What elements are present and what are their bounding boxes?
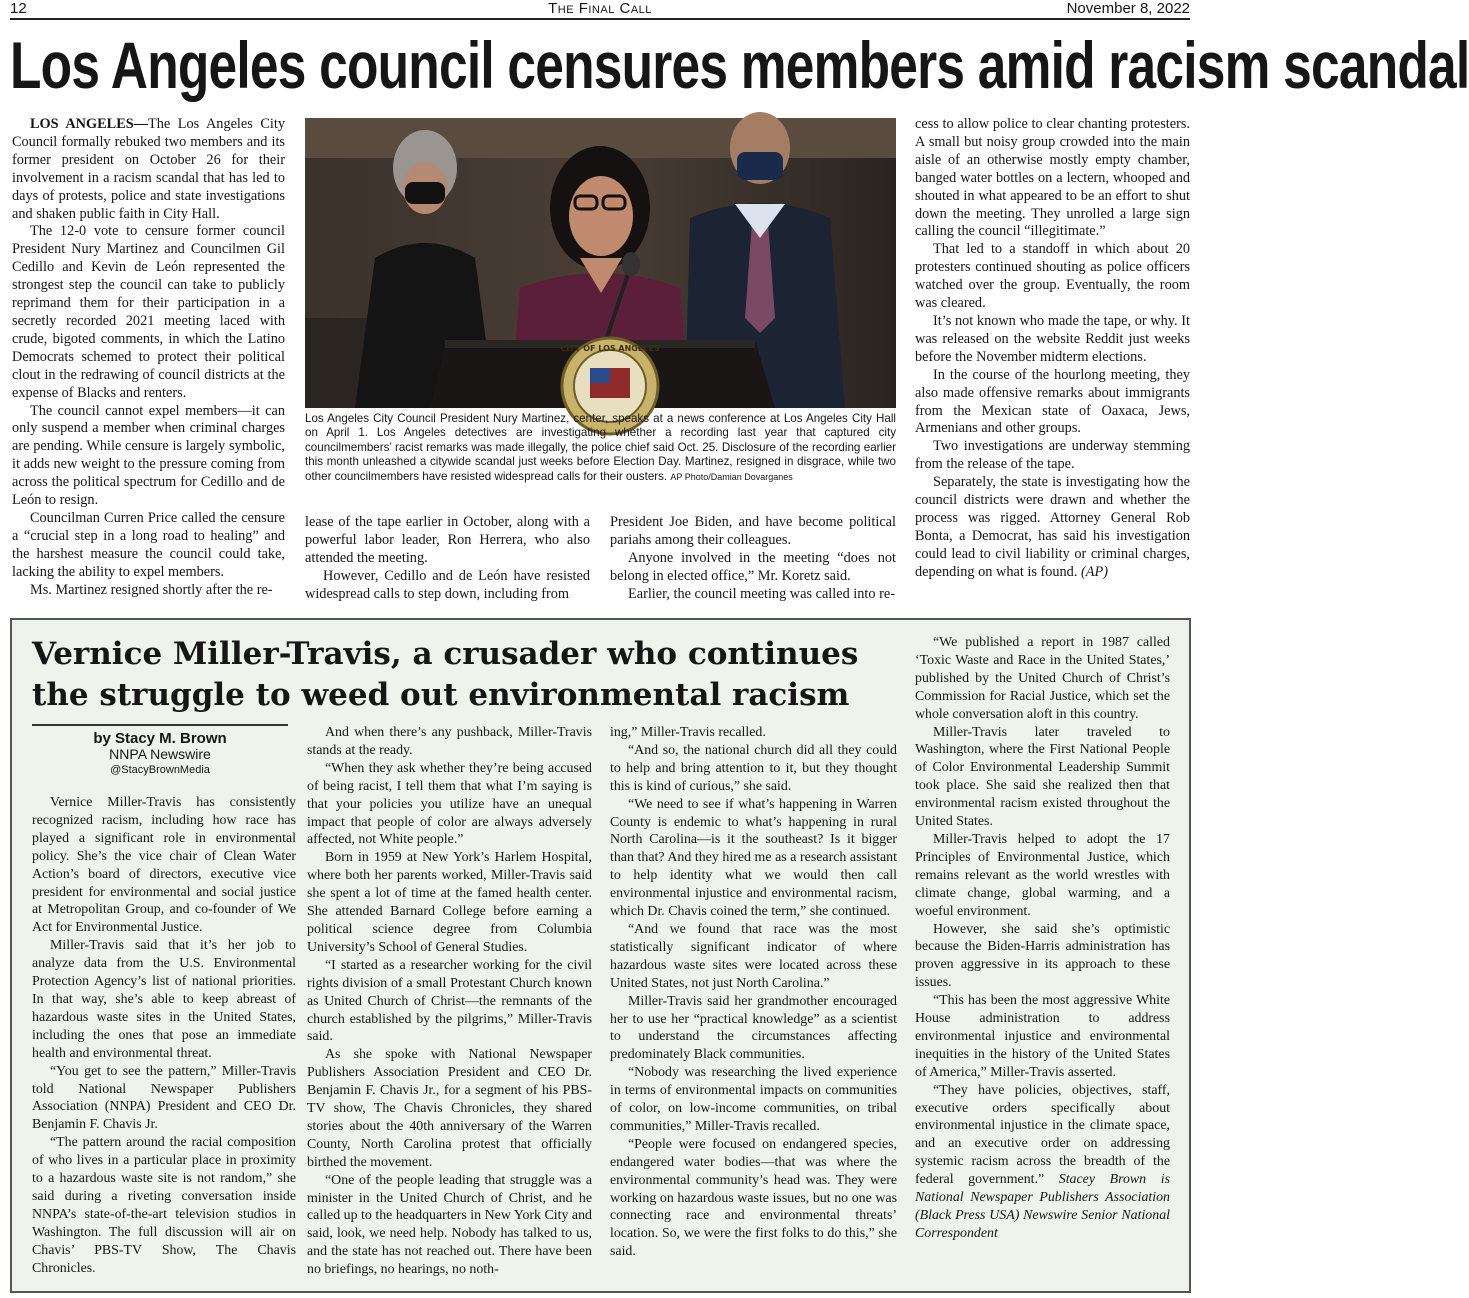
- story1-paragraph: Two investigations are underway stemming from the release of the tape.: [915, 438, 1190, 473]
- story2-paragraph: “When they ask whether they’re being accused of being racist, I tell them that what I’m saying is that your policies you utilize have an unequal impact that people of color are always adversely affected, not White people.”: [307, 760, 592, 848]
- byline-handle: @StacyBrownMedia: [110, 764, 210, 776]
- story2-paragraph: And when there’s any pushback, Miller-Travis stands at the ready.: [307, 725, 592, 758]
- story2-paragraph: “People were focused on endangered species, endangered water bodies—that was where the environmental community’s head was. They were working on hazardous waste issues, but no one was connecting race and environmental threats’ location. So, we were the first folks to do this,” she said.: [610, 1136, 897, 1260]
- story1-paragraph: Ms. Martinez resigned shortly after the re-: [30, 581, 273, 598]
- story2-paragraph: Miller-Travis later traveled to Washington, where the First National People of Color Environmental Leadership Summit took place. She said she realized then that environmental racism existed throughout the United States.: [915, 724, 1170, 830]
- story2-paragraph: “And we found that race was the most statistically significant indicator of where hazardous waste sites were located across these United States, not just North Carolina.”: [610, 921, 897, 991]
- story1-paragraph: Earlier, the council meeting was called into re-: [628, 585, 895, 602]
- story1-signoff: (AP): [1080, 563, 1108, 580]
- feature-headline: Vernice Miller-Travis, a crusader who continues the struggle to weed out environmental racism: [32, 636, 859, 713]
- byline-author: by Stacy M. Brown: [93, 730, 227, 747]
- story2-paragraph: “I started as a researcher working for the civil rights division of a small Protestant Church known as United Church of Christ—the remnants of the church established by the pilgrims,” Miller-Travis said.: [307, 957, 592, 1045]
- story2-column-1: [32, 794, 296, 1284]
- story1-paragraph: In the course of the hourlong meeting, they also made offensive remarks about immigrants from the Mexican state of Oaxaca, Jews, Armenians and other groups.: [915, 366, 1190, 437]
- story1-dateline: LOS ANGELES—: [30, 116, 148, 132]
- story1-column-1: [12, 116, 285, 604]
- page-number: 12: [10, 0, 27, 17]
- story1-paragraph: Anyone involved in the meeting “does not belong in elected office,” Mr. Koretz said.: [610, 549, 896, 584]
- story2-paragraph: “We published a report in 1987 called ‘Toxic Waste and Race in the United States,’ published by the United Church of Christ’s Commission for Racial Justice, which set the whole conversation aloft in this country.: [915, 635, 1170, 722]
- photo-caption: [305, 412, 896, 484]
- story2-signoff: Stacey Brown is National Newspaper Publishers Association (Black Press USA) Newswire Senior National Correspondent: [915, 1172, 1170, 1241]
- story1-column-4: [915, 116, 1190, 606]
- story2-paragraph: “You get to see the pattern,” Miller-Travis told National Newspaper Publishers Association (NNPA) President and CEO Dr. Benjamin F. Chavis Jr.: [32, 1063, 296, 1133]
- feature-story-box: [10, 618, 1191, 1293]
- story2-paragraph: However, she said she’s optimistic because the Biden-Harris administration has proven aggressive in its approach to these issues.: [915, 921, 1170, 991]
- issue-date: November 8, 2022: [1066, 0, 1190, 17]
- story2-paragraph: “Nobody was researching the lived experience in terms of environmental impacts on communities of color, on low-income communities, on tribal communities,” Miller-Travis recalled.: [610, 1065, 897, 1134]
- story2-column-4: [915, 634, 1170, 1286]
- story2-paragraph: “One of the people leading that struggle was a minister in the United Church of Christ, and he called up to the headquarters in New York City and said, look, we need help. Nobody has talked to us, and the state has not reached out. There have been no briefings, no hearings, no noth-: [307, 1172, 592, 1278]
- story2-paragraph: “And so, the national church did all they could to help and bring attention to it, but they thought this is kind of curious,” she said.: [610, 742, 897, 794]
- story1-paragraph: lease of the tape earlier in October, along with a powerful labor leader, Ron Herrera, who also attended the meeting.: [305, 514, 590, 566]
- story1-paragraph: cess to allow police to clear chanting protesters. A small but noisy group crowded into the main aisle of an otherwise mostly empty chamber, banged water bottles on a lectern, whooped and shouted in what appeared to be an effort to shut down the meeting. They unrolled a large sign calling the council “illegitimate.”: [915, 116, 1190, 240]
- story1-paragraph: President Joe Biden, and have become political pariahs among their colleagues.: [610, 514, 896, 548]
- story2-paragraph: ing,” Miller-Travis recalled.: [610, 725, 766, 740]
- byline: [32, 724, 288, 779]
- story2-column-3: [610, 724, 897, 1286]
- story2-paragraph: Vernice Miller-Travis has consistently recognized racism, including how race has played a significant role in environmental policy. She’s the vice chair of Clean Water Action’s board of directors, executive vice president for environmental and social justice at Metropolitan Group, and co-founder of We Act for Environmental Justice.: [32, 795, 296, 936]
- story1-paragraph: It’s not known who made the tape, or why. It was released on the website Reddit just weeks before the November midterm elections.: [915, 312, 1190, 365]
- byline-organization: NNPA Newswire: [109, 746, 211, 762]
- page-folio: [10, 0, 1190, 20]
- story2-paragraph: “They have policies, objectives, staff, executive orders specifically about environmental injustice in the climate space, and an executive order on addressing systemic racism across the breadth of the federal government.” Stacey Brown is National Newspaper Publishers Association (Black Press USA) Newswire Senior National Correspondent: [915, 1082, 1170, 1241]
- story2-paragraph: “The pattern around the racial composition of who lives in a particular place in proximity to a hazardous waste site is not random,” she said during a riveting conversation inside NNPA’s state-of-the-art television studios in Washington. The full discussion will air on Chavis’ PBS-TV Show, The Chavis Chronicles.: [32, 1135, 296, 1276]
- story1-paragraph: The council cannot expel members—it can only suspend a member when criminal charges are pending. While censure is largely symbolic, it adds new weight to the pressure coming from across the political spectrum for Cedillo and de León to resign.: [12, 402, 285, 509]
- news-photo: [305, 118, 896, 408]
- story2-paragraph: Miller-Travis said her grandmother encouraged her to use her “practical knowledge” as a scientist to understand the circumstances affecting predominately Black communities.: [610, 993, 897, 1063]
- story1-column-3: [610, 514, 896, 606]
- story1-paragraph: That led to a standoff in which about 20 protesters continued shouting as police officers watched over the group. Eventually, the room was cleared.: [915, 241, 1190, 312]
- story2-paragraph: Born in 1959 at New York’s Harlem Hospital, where both her parents worked, Miller-Travis said she spent a lot of time at the famed health center. She attended Barnard College before earning a political science degree from Columbia University’s School of General Studies.: [307, 850, 592, 955]
- main-headline: Los Angeles council censures members amid racism scandal: [10, 28, 1469, 102]
- story2-paragraph: “We need to see if what’s happening in Warren County is endemic to what’s happening in rural North Carolina—is it the southeast? Is it bigger than that? And they hired me as a research assistant to help identity what we would then call environmental injustice and environmental racism, which Dr. Chavis coined the term,” she continued.: [610, 796, 897, 920]
- story1-paragraph: However, Cedillo and de León have resisted widespread calls to step down, including from: [305, 567, 590, 602]
- story2-column-2: [307, 724, 592, 1286]
- story1-paragraph: The 12-0 vote to censure former council President Nury Martinez and Councilmen Gil Cedillo and Kevin de León represented the strongest step the council can take to publicly reprimand them for their participation in a secretly recorded 2021 meeting laced with crude, bigoted comments, in which the Latino Democrats schemed to protect their political clout in the redrawing of council districts at the expense of Blacks and renters.: [12, 223, 285, 401]
- story2-paragraph: Miller-Travis helped to adopt the 17 Principles of Environmental Justice, which remains relevant as the world wrestles with climate change, global warming, and a woeful environment.: [915, 831, 1170, 919]
- seal-lettering: CITY OF LOS ANGELES: [560, 344, 660, 353]
- newspaper-name: The Final Call: [548, 0, 652, 17]
- story1-column-2: [305, 514, 590, 606]
- story2-paragraph: As she spoke with National Newspaper Publishers Association President and CEO Dr. Benjamin F. Chavis Jr., for a segment of his PBS-TV show, The Chavis Chronicles, they shared stories about the 40th anniversary of the Warren County, North Carolina protest that officially birthed the movement.: [307, 1047, 592, 1170]
- photo-credit: AP Photo/Damian Dovarganes: [670, 471, 793, 482]
- story1-paragraph: LOS ANGELES—The Los Angeles City Council formally rebuked two members and its former president on October 26 for their involvement in a racism scandal that has led to days of protests, police and state investigations and shaken public faith in City Hall.: [12, 116, 285, 222]
- story1-paragraph: Councilman Curren Price called the censure a “crucial step in a long road to healing” and the harshest measure the council could take, lacking the ability to expel members.: [12, 509, 285, 580]
- story2-paragraph: Miller-Travis said that it’s her job to analyze data from the U.S. Environmental Protection Agency’s list of national priorities. In that way, she’s able to keep abreast of hazardous waste sites in the United States, including the ones that pose an immediate health and environmental threat.: [32, 938, 296, 1061]
- story2-paragraph: “This has been the most aggressive White House administration to address environmental injustice and environmental inequities in the history of the United States of America,” Miller-Travis asserted.: [915, 993, 1170, 1080]
- story1-paragraph: Separately, the state is investigating how the council districts were drawn and whether the process was rigged. Attorney General Rob Bonta, a Democrat, has said his investigation could lead to civil liability or criminal charges, depending on what is found. (AP): [915, 474, 1190, 580]
- caption-text: Los Angeles City Council President Nury Martinez, center, speaks at a news conference at Los Angeles City Hall on April 1. Los Angeles detectives are investigating whether a recording last year that captured city councilmembers’ racist remarks was made illegally, the police chief said Oct. 25. Disclosure of the recording earlier this month unleashed a citywide scandal just weeks before Election Day. Martinez, resigned in disgrace, while two other councilmembers have resisted widespread calls for their ousters.: [305, 412, 896, 483]
